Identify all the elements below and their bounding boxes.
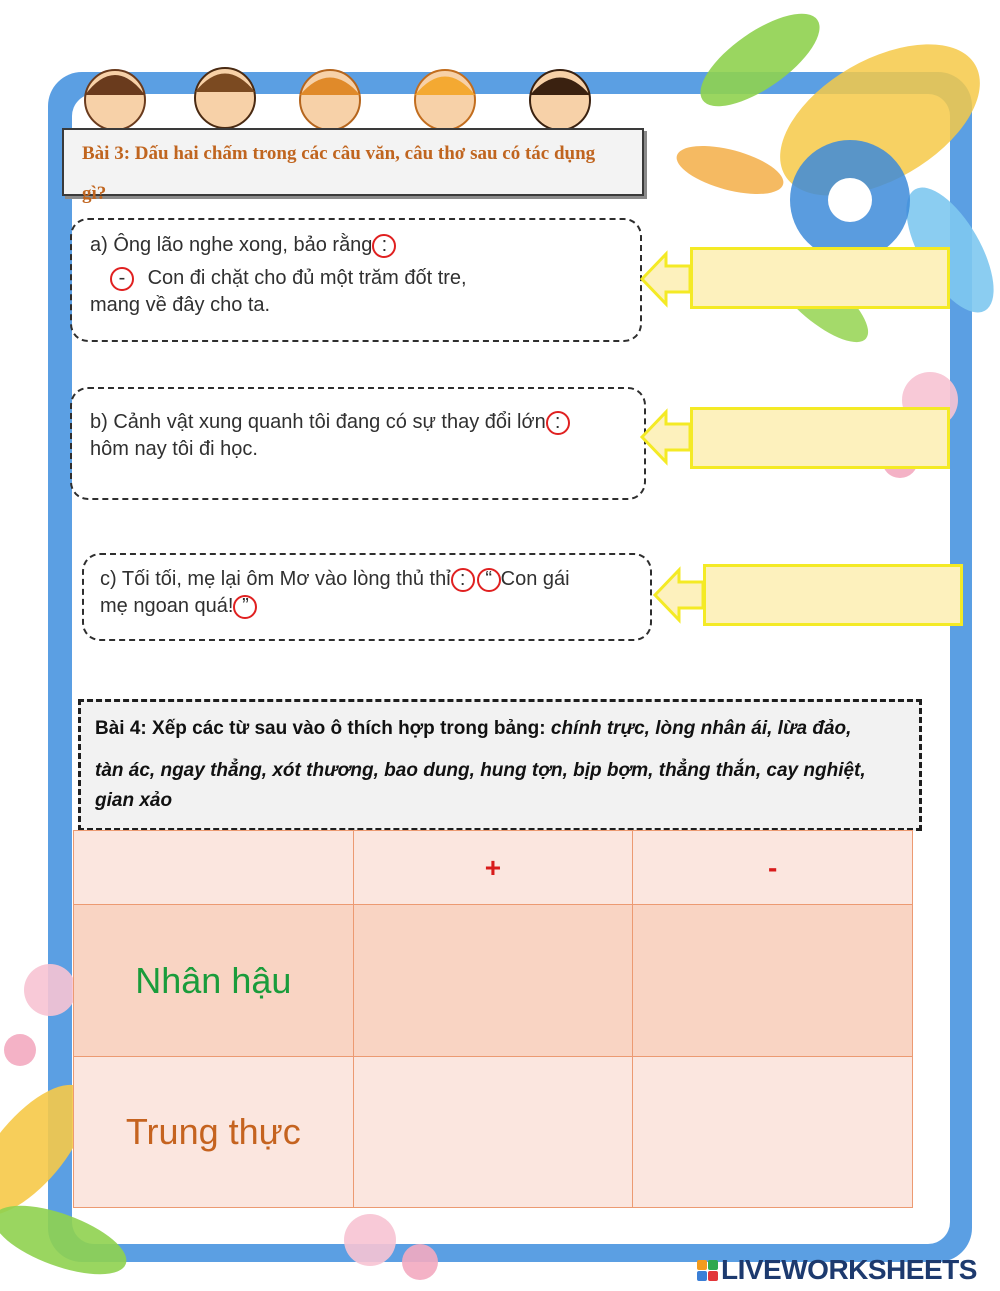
colon-mark-a: :	[372, 234, 396, 258]
table-row	[74, 1057, 913, 1208]
table-header-empty	[74, 831, 354, 905]
arrow-left-icon	[653, 566, 705, 624]
word-sort-table	[73, 830, 913, 1208]
row-label-trung-thuc: Trung thực	[74, 1057, 354, 1208]
sentence-a-line-3: mang về đây cho ta.	[90, 294, 271, 316]
sentence-b-line-1: Cảnh vật xung quanh tôi đang có sự thay đổi lớn	[113, 411, 546, 433]
dash-mark-a: -	[110, 267, 134, 291]
liveworksheets-logo-icon	[697, 1260, 718, 1281]
sentence-a-line-2: Con đi chặt cho đủ một trăm đốt tre,	[147, 267, 467, 289]
open-quote-mark-c: “	[477, 568, 501, 592]
table-header-positive: +	[353, 831, 633, 905]
row-label-nhan-hau: Nhân hậu	[74, 905, 354, 1057]
pink-flower-icon	[344, 1214, 396, 1266]
arrow-left-icon	[640, 408, 692, 466]
watermark-text: LIVEWORKSHEETS	[721, 1254, 977, 1285]
exercise-4-instructions	[78, 699, 922, 831]
sentence-b-line-2: hôm nay tôi đi học.	[90, 438, 258, 460]
exercise-3-title: Bài 3: Dấu hai chấm trong các câu văn, câu thơ sau có tác dụng gì?	[62, 128, 644, 196]
exercise-4-words-2: tàn ác, ngay thẳng, xót thương, bao dung, hung tợn, bịp bợm, thẳng thắn, cay nghiệt,	[95, 760, 866, 781]
exercise-4-words-3: gian xảo	[95, 790, 173, 811]
sentence-a-line-1: a) Ông lão nghe xong, bảo rằng	[90, 234, 373, 256]
colon-mark-b: :	[546, 411, 570, 435]
colon-mark-c: :	[451, 568, 475, 592]
close-quote-mark-c: ”	[233, 595, 257, 619]
sentence-box-c	[82, 553, 652, 641]
answer-box-b[interactable]	[690, 407, 950, 469]
answer-box-a[interactable]	[690, 247, 950, 309]
sentence-box-b	[70, 387, 646, 500]
drop-cell-nhan-hau-positive[interactable]	[353, 905, 633, 1057]
liveworksheets-logo	[697, 1252, 977, 1288]
table-row	[74, 905, 913, 1057]
table-header-negative: -	[633, 831, 913, 905]
exercise-4-prefix: Bài 4: Xếp các từ sau vào ô thích hợp trong bảng:	[95, 718, 551, 739]
exercise-4-words-1: chính trực, lòng nhân ái, lừa đảo,	[550, 718, 852, 739]
sentence-c-line-2: mẹ ngoan quá!	[100, 595, 234, 617]
sentence-b-prefix: b)	[90, 411, 114, 433]
arrow-left-icon	[640, 250, 692, 308]
sentence-box-a	[70, 218, 642, 342]
table-header-row	[74, 831, 913, 905]
sentence-c-line-1-end: Con gái	[500, 568, 570, 590]
drop-cell-trung-thuc-negative[interactable]	[633, 1057, 913, 1208]
sentence-c-line-1: c) Tối tối, mẹ lại ôm Mơ vào lòng thủ thỉ	[100, 568, 451, 590]
drop-cell-trung-thuc-positive[interactable]	[353, 1057, 633, 1208]
answer-box-c[interactable]	[703, 564, 963, 626]
kids-illustration-icon	[85, 68, 590, 130]
drop-cell-nhan-hau-negative[interactable]	[633, 905, 913, 1057]
